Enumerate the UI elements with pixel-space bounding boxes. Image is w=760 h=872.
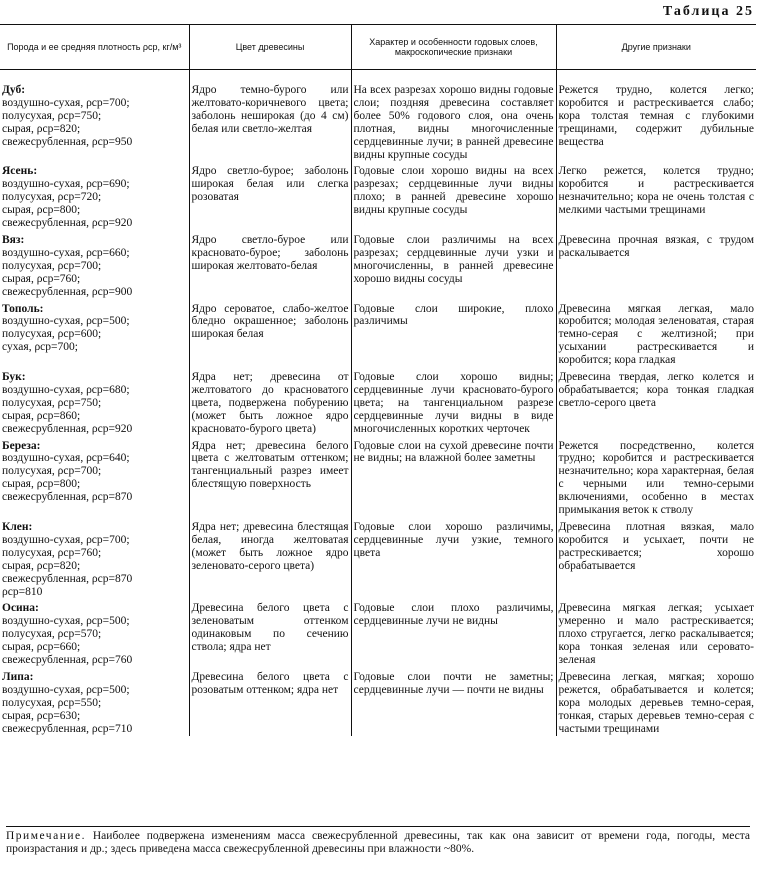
density-line: полусухая, ρср=700;	[2, 259, 102, 272]
header-layers: Характер и особенности годовых слоев, макроскопические признаки	[351, 25, 556, 70]
growth-layers-cell-text: Годовые слои широкие, плохо различимы	[353, 302, 554, 328]
other-features-cell	[556, 598, 756, 667]
wood-color-cell	[189, 230, 351, 299]
wood-color-cell-text: Древесина белого цвета с зеленоватым оттенком одинаковым по сечению ствола; ядра нет	[191, 602, 349, 654]
density-line: сухая, ρср=700;	[2, 341, 78, 354]
species-cell	[0, 299, 189, 368]
wood-color-cell-text: Ядро темно-бурого или желтовато-коричневого цвета; заболонь неширокая (до 4 см) белая или светло-желтая	[191, 84, 349, 135]
growth-layers-cell	[351, 70, 556, 162]
density-line: полусухая, ρср=760;	[2, 546, 102, 559]
growth-layers-cell	[351, 161, 556, 230]
growth-layers-cell	[351, 517, 556, 598]
other-features-cell-text: Режется посредственно, колется трудно; коробится и растрескивается незначительно; кора характерная, белая с черными или темно-серыми включениями, особенно в местах примыкания веток к стволу	[558, 439, 754, 517]
density-line: сырая, ρср=660;	[2, 641, 81, 654]
density-line: свежесрубленная, ρср=760	[2, 654, 133, 667]
growth-layers-cell-text: Годовые слои хорошо видны на всех разрезах; сердцевинные лучи видны плохо; в ранней древесине хорошо видны крупные сосуды	[353, 165, 554, 217]
growth-layers-cell	[351, 299, 556, 368]
density-line: свежесрубленная, ρср=920	[2, 217, 133, 230]
density-line: полусухая, ρср=720;	[2, 191, 102, 204]
other-features-cell	[556, 230, 756, 299]
wood-color-cell-text: Древесина белого цвета с розоватым оттенком; ядра нет	[191, 670, 349, 696]
density-line: воздушно-сухая, ρср=500;	[2, 683, 130, 696]
wood-color-cell-text: Ядра нет; древесина блестящая белая, иногда желтоватая (может быть ложное ядро зеленовато-серого цвета)	[191, 521, 349, 572]
density-line: сырая, ρср=630;	[2, 709, 81, 722]
density-line: полусухая, ρср=550;	[2, 696, 102, 709]
table-header-row	[0, 25, 756, 70]
wood-color-cell-text: Ядро сероватое, слабо-желтое бледно окрашенное; заболонь широкая белая	[191, 302, 349, 341]
other-features-cell-text: Легко режется, колется трудно; коробится и растрескивается незначительно; кора не очень толстая с мелкими частыми трещинами	[558, 165, 754, 217]
table-row	[0, 161, 756, 230]
wood-color-cell	[189, 367, 351, 436]
wood-color-cell	[189, 299, 351, 368]
density-line: свежесрубленная, ρср=710	[2, 722, 133, 735]
species-name: Вяз:	[2, 233, 25, 246]
density-line: воздушно-сухая, ρср=700;	[2, 96, 130, 109]
wood-color-cell-text: Ядра нет; древесина белого цвета с желтоватым оттенком; тангенциальный разрез имеет блестящую поверхность	[191, 439, 349, 491]
other-features-cell-text: Древесина твердая, легко колется и обрабатывается; кора тонкая гладкая светло-серого цвета	[558, 371, 754, 409]
density-line: полусухая, ρср=570;	[2, 628, 102, 641]
growth-layers-cell-text: На всех разрезах хорошо видны годовые слои; поздняя древесина составляет более 50% годового слоя, она очень плотная, видны многочисленные сердцевинные лучи; в ранней древесине видны крупные сосуды	[353, 84, 554, 161]
other-features-cell-text: Древесина прочная вязкая, с трудом раскалывается	[558, 233, 754, 259]
species-name: Липа:	[2, 670, 34, 683]
other-features-cell	[556, 436, 756, 517]
growth-layers-cell	[351, 436, 556, 517]
density-line: сырая, ρср=820;	[2, 559, 81, 572]
species-name: Осина:	[2, 602, 39, 615]
species-cell	[0, 436, 189, 517]
footnote-text: Наиболее подвержена изменениям масса свежесрубленной древесины, так как она зависит от времени года, погоды, места произрастания и др.; здесь приведена масса свежесрубленной древесины при влажности ~80%.	[6, 830, 750, 855]
wood-color-cell	[189, 517, 351, 598]
species-name: Бук:	[2, 371, 26, 384]
table-body	[0, 70, 756, 736]
growth-layers-cell-text: Годовые слои различимы на всех разрезах; сердцевинные лучи узки и многочисленны, в ранней древесине хорошо видны сосуды	[353, 233, 554, 285]
species-name: Тополь:	[2, 302, 44, 315]
species-cell	[0, 367, 189, 436]
growth-layers-cell	[351, 598, 556, 667]
other-features-cell	[556, 367, 756, 436]
density-line: сырая, ρср=800;	[2, 478, 81, 491]
density-line: полусухая, ρср=700;	[2, 465, 102, 478]
species-name: Ясень:	[2, 165, 38, 178]
other-features-cell-text: Древесина мягкая легкая; усыхает умеренно и мало растрескивается; плохо стругается, легко раскалывается; кора тонкая зеленая или серовато-зеленая	[558, 602, 754, 667]
species-cell	[0, 517, 189, 598]
density-line: воздушно-сухая, ρср=660;	[2, 246, 130, 259]
species-cell	[0, 70, 189, 162]
growth-layers-cell-text: Годовые слои хорошо различимы, сердцевинные лучи узкие, темного цвета	[353, 521, 554, 559]
density-line: полусухая, ρср=600;	[2, 328, 102, 341]
species-cell	[0, 598, 189, 667]
table-row	[0, 70, 756, 162]
wood-color-cell-text: Ядра нет; древесина от желтоватого до красноватого цвета, подвержена побурению (может быть ложное ядро красновато-бурого цвета)	[191, 371, 349, 435]
table-number-title: Таблица 25	[662, 4, 754, 19]
density-line: ρср=810	[2, 585, 43, 598]
density-line: свежесрубленная, ρср=900	[2, 285, 133, 298]
growth-layers-cell-text: Годовые слои плохо различимы, сердцевинные лучи не видны	[353, 602, 554, 628]
growth-layers-cell-text: Годовые слои на сухой древесине почти не видны; на влажной более заметны	[353, 439, 554, 465]
density-line: сырая, ρср=820;	[2, 122, 81, 135]
density-line: свежесрубленная, ρср=950	[2, 135, 133, 148]
header-other: Другие признаки	[556, 25, 756, 70]
density-line: воздушно-сухая, ρср=500;	[2, 615, 130, 628]
other-features-cell-text: Режется трудно, колется легко; коробится и растрескивается слабо; кора толстая темная с глубокими трещинами, содержит дубильные вещества	[558, 84, 754, 148]
table-row	[0, 367, 756, 436]
table-row	[0, 299, 756, 368]
other-features-cell-text: Древесина мягкая легкая, мало коробится; молодая зеленоватая, старая темно-серая с желтизной; при усыхании растрескивается и коробится; кора гладкая	[558, 302, 754, 367]
density-line: воздушно-сухая, ρср=640;	[2, 452, 130, 465]
other-features-cell	[556, 161, 756, 230]
other-features-cell	[556, 299, 756, 368]
other-features-cell	[556, 70, 756, 162]
species-cell	[0, 667, 189, 736]
species-cell	[0, 230, 189, 299]
species-name: Береза:	[2, 439, 41, 452]
growth-layers-cell-text: Годовые слои хорошо видны; сердцевинные лучи красновато-бурого цвета; на тангенциальном разрезе сердцевинные лучи видны в виде многочисленных коротких черточек	[353, 371, 554, 435]
wood-color-cell	[189, 161, 351, 230]
wood-color-cell-text: Ядро светло-бурое или красновато-бурое; заболонь широкая желтовато-белая	[191, 233, 349, 272]
density-line: полусухая, ρср=750;	[2, 109, 102, 122]
density-line: свежесрубленная, ρср=870	[2, 572, 133, 585]
other-features-cell-text: Древесина плотная вязкая, мало коробится и усыхает, почти не растрескивается; хорошо обрабатывается	[558, 521, 754, 572]
species-cell	[0, 161, 189, 230]
wood-color-cell	[189, 436, 351, 517]
wood-species-table	[0, 24, 756, 736]
table-row	[0, 598, 756, 667]
density-line: воздушно-сухая, ρср=690;	[2, 178, 130, 191]
density-line: сырая, ρср=800;	[2, 204, 81, 217]
wood-color-cell	[189, 70, 351, 162]
header-color: Цвет древесины	[189, 25, 351, 70]
growth-layers-cell	[351, 667, 556, 736]
density-line: сырая, ρср=860;	[2, 409, 81, 422]
table-row	[0, 517, 756, 598]
footnote-label: Примечание.	[6, 830, 86, 842]
other-features-cell	[556, 517, 756, 598]
growth-layers-cell	[351, 367, 556, 436]
header-species: Порода и ее средняя плотность ρср, кг/м³	[0, 25, 189, 70]
wood-color-cell-text: Ядро светло-бурое; заболонь широкая белая или слегка розоватая	[191, 165, 349, 204]
table-footnote	[6, 826, 750, 856]
table-row	[0, 667, 756, 736]
growth-layers-cell	[351, 230, 556, 299]
wood-color-cell	[189, 667, 351, 736]
species-name: Клен:	[2, 521, 33, 533]
other-features-cell-text: Древесина легкая, мягкая; хорошо режется, обрабатывается и колется; кора молодых деревьев темно-серая, тонкая, старых деревьев темно-серая с частыми трещинами	[558, 670, 754, 735]
density-line: воздушно-сухая, ρср=680;	[2, 383, 130, 396]
growth-layers-cell-text: Годовые слои почти не заметны; сердцевинные лучи — почти не видны	[353, 670, 554, 696]
density-line: сырая, ρср=760;	[2, 272, 81, 285]
density-line: свежесрубленная, ρср=870	[2, 491, 133, 504]
density-line: воздушно-сухая, ρср=700;	[2, 533, 130, 546]
table-row	[0, 436, 756, 517]
species-name: Дуб:	[2, 84, 26, 96]
density-line: свежесрубленная, ρср=920	[2, 422, 133, 435]
density-line: воздушно-сухая, ρср=500;	[2, 315, 130, 328]
density-line: полусухая, ρср=750;	[2, 396, 102, 409]
table-row	[0, 230, 756, 299]
wood-color-cell	[189, 598, 351, 667]
other-features-cell	[556, 667, 756, 736]
